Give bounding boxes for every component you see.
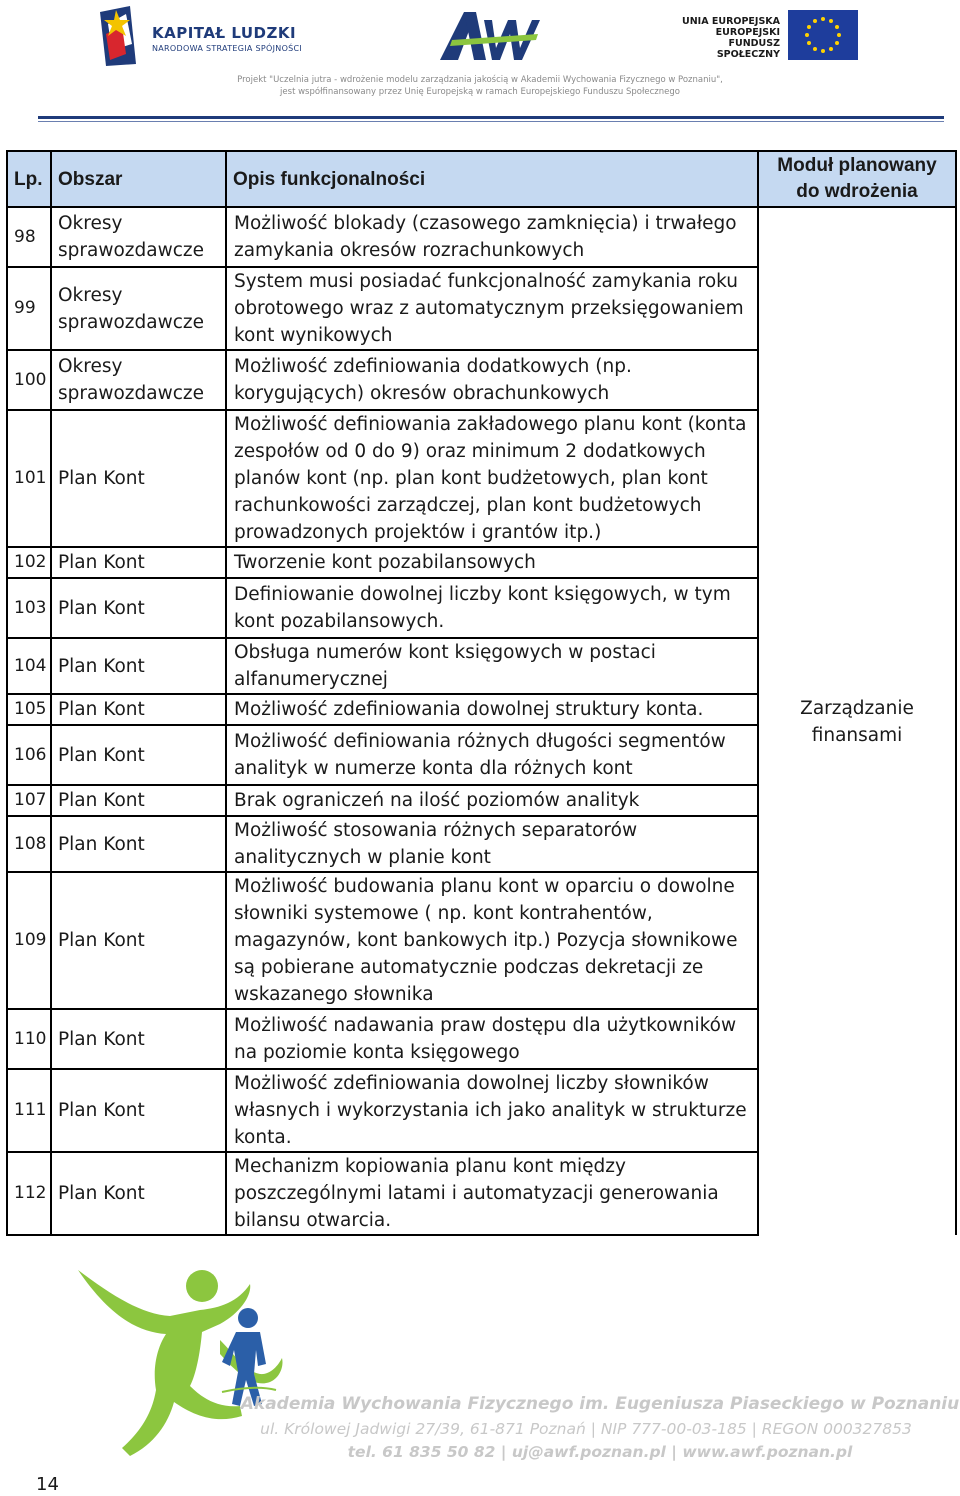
row-lp: 102 — [7, 547, 51, 578]
row-description: Możliwość nadawania praw dostępu dla użytkowników na poziomie konta księgowego — [226, 1009, 758, 1069]
row-description: Możliwość budowania planu kont w oparciu o dowolne słowniki systemowe ( np. kont kontrahentów, magazynów, kont bankowych itp.) Pozycja słownikowe są pobierane automatycznie podczas dekretacji ze wskazanego słownika — [226, 872, 758, 1009]
row-description: Brak ograniczeń na ilość poziomów analityk — [226, 785, 758, 816]
kapital-ludzki-logo — [96, 4, 316, 68]
row-description: Możliwość stosowania różnych separatorów analitycznych w planie kont — [226, 816, 758, 872]
row-description: Możliwość definiowania zakładowego planu kont (konta zespołów od 0 do 9) oraz minimum 2 dodatkowych planów kont (np. plan kont budżetowych, plan kont rachunkowości zarządczej, plan kont budżetowych prowadzonych projektów i grantów itp.) — [226, 410, 758, 547]
row-lp: 99 — [7, 267, 51, 350]
row-description: Możliwość blokady (czasowego zamknięcia) i trwałego zamykania okresów rozrachunkowych — [226, 207, 758, 267]
row-description: Możliwość zdefiniowania dowolnej liczby słowników własnych i wykorzystania ich jako analityk w strukturze konta. — [226, 1069, 758, 1152]
row-area: Okresy sprawozdawcze — [51, 267, 226, 350]
module-cell — [758, 207, 956, 1235]
eu-line-3: FUNDUSZ SPOŁECZNY — [716, 38, 780, 60]
row-area: Plan Kont — [51, 872, 226, 1009]
footer-address: ul. Królowej Jadwigi 27/39, 61-871 Poznań | NIP 777-00-03-185 | REGON 000327853 — [260, 1420, 912, 1438]
row-lp: 109 — [7, 872, 51, 1009]
row-area: Plan Kont — [51, 725, 226, 785]
row-area: Plan Kont — [51, 638, 226, 694]
row-lp: 100 — [7, 350, 51, 410]
header-divider — [38, 116, 944, 119]
row-area: Okresy sprawozdawcze — [51, 350, 226, 410]
module-value-line-1: Zarządzanie — [800, 697, 914, 719]
footer-institution: Akademia Wychowania Fizycznego im. Eugeniusza Piaseckiego w Poznaniu — [240, 1394, 960, 1414]
row-description: Możliwość zdefiniowania dowolnej struktury konta. — [226, 694, 758, 725]
header-lp: Lp. — [7, 151, 51, 207]
row-description: Możliwość definiowania różnych długości segmentów analityk w numerze konta dla różnych kont — [226, 725, 758, 785]
eu-flag-icon — [788, 10, 858, 60]
row-area: Plan Kont — [51, 1009, 226, 1069]
row-lp: 111 — [7, 1069, 51, 1152]
table-row — [7, 207, 956, 267]
row-description: Możliwość zdefiniowania dodatkowych (np. korygujących) okresów obrachunkowych — [226, 350, 758, 410]
row-lp: 107 — [7, 785, 51, 816]
row-area: Plan Kont — [51, 694, 226, 725]
functionality-table — [6, 150, 957, 1236]
eu-logo-text — [676, 16, 780, 60]
row-lp: 110 — [7, 1009, 51, 1069]
row-lp: 98 — [7, 207, 51, 267]
page-number: 14 — [36, 1474, 59, 1495]
row-description: Mechanizm kopiowania planu kont między poszczególnymi latami i automatyzacji generowania bilansu otwarcia. — [226, 1152, 758, 1235]
kapital-ludzki-title: KAPITAŁ LUDZKI — [152, 24, 297, 42]
row-lp: 112 — [7, 1152, 51, 1235]
row-area: Plan Kont — [51, 816, 226, 872]
row-lp: 101 — [7, 410, 51, 547]
kapital-ludzki-flag-icon — [96, 4, 140, 68]
footer-contact: tel. 61 835 50 82 | uj@awf.poznan.pl | www.awf.poznan.pl — [347, 1443, 853, 1461]
project-note-line-2: jest współfinansowany przez Unię Europejską w ramach Europejskiego Funduszu Społecznego — [280, 87, 680, 97]
project-note-line-1: Projekt "Uczelnia jutra - wdrożenie modelu zarządzania jakością w Akademii Wychowania Fizycznego w Poznaniu", — [237, 75, 723, 85]
eu-line-1: UNIA EUROPEJSKA — [682, 16, 780, 27]
row-area: Plan Kont — [51, 547, 226, 578]
header-module-line-2: do wdrożenia — [796, 181, 918, 202]
eu-line-2: EUROPEJSKI — [715, 27, 780, 38]
row-area: Okresy sprawozdawcze — [51, 207, 226, 267]
row-description: Tworzenie kont pozabilansowych — [226, 547, 758, 578]
row-lp: 105 — [7, 694, 51, 725]
row-description: Definiowanie dowolnej liczby kont księgowych, w tym kont pozabilansowych. — [226, 578, 758, 638]
header-divider-thin — [38, 121, 944, 122]
page-footer — [0, 1240, 960, 1496]
awf-logo-icon — [438, 10, 542, 62]
row-description: Obsługa numerów kont księgowych w postaci alfanumerycznej — [226, 638, 758, 694]
row-area: Plan Kont — [51, 410, 226, 547]
row-area: Plan Kont — [51, 1069, 226, 1152]
kapital-ludzki-subtitle: NARODOWA STRATEGIA SPÓJNOŚCI — [152, 44, 303, 53]
header-description: Opis funkcjonalności — [226, 151, 758, 207]
header-area: Obszar — [51, 151, 226, 207]
header-module-line-1: Moduł planowany — [777, 155, 937, 176]
row-area: Plan Kont — [51, 1152, 226, 1235]
row-lp: 104 — [7, 638, 51, 694]
eu-logo — [676, 10, 866, 62]
row-lp: 103 — [7, 578, 51, 638]
module-value — [759, 695, 955, 749]
row-area: Plan Kont — [51, 578, 226, 638]
project-note — [200, 74, 760, 98]
row-area: Plan Kont — [51, 785, 226, 816]
page-header — [0, 0, 960, 130]
module-value-line-2: finansami — [811, 724, 903, 746]
table-header-row — [7, 151, 956, 207]
row-lp: 108 — [7, 816, 51, 872]
row-description: System musi posiadać funkcjonalność zamykania roku obrotowego wraz z automatycznym przeksięgowaniem kont wynikowych — [226, 267, 758, 350]
row-lp: 106 — [7, 725, 51, 785]
header-module — [758, 151, 956, 207]
